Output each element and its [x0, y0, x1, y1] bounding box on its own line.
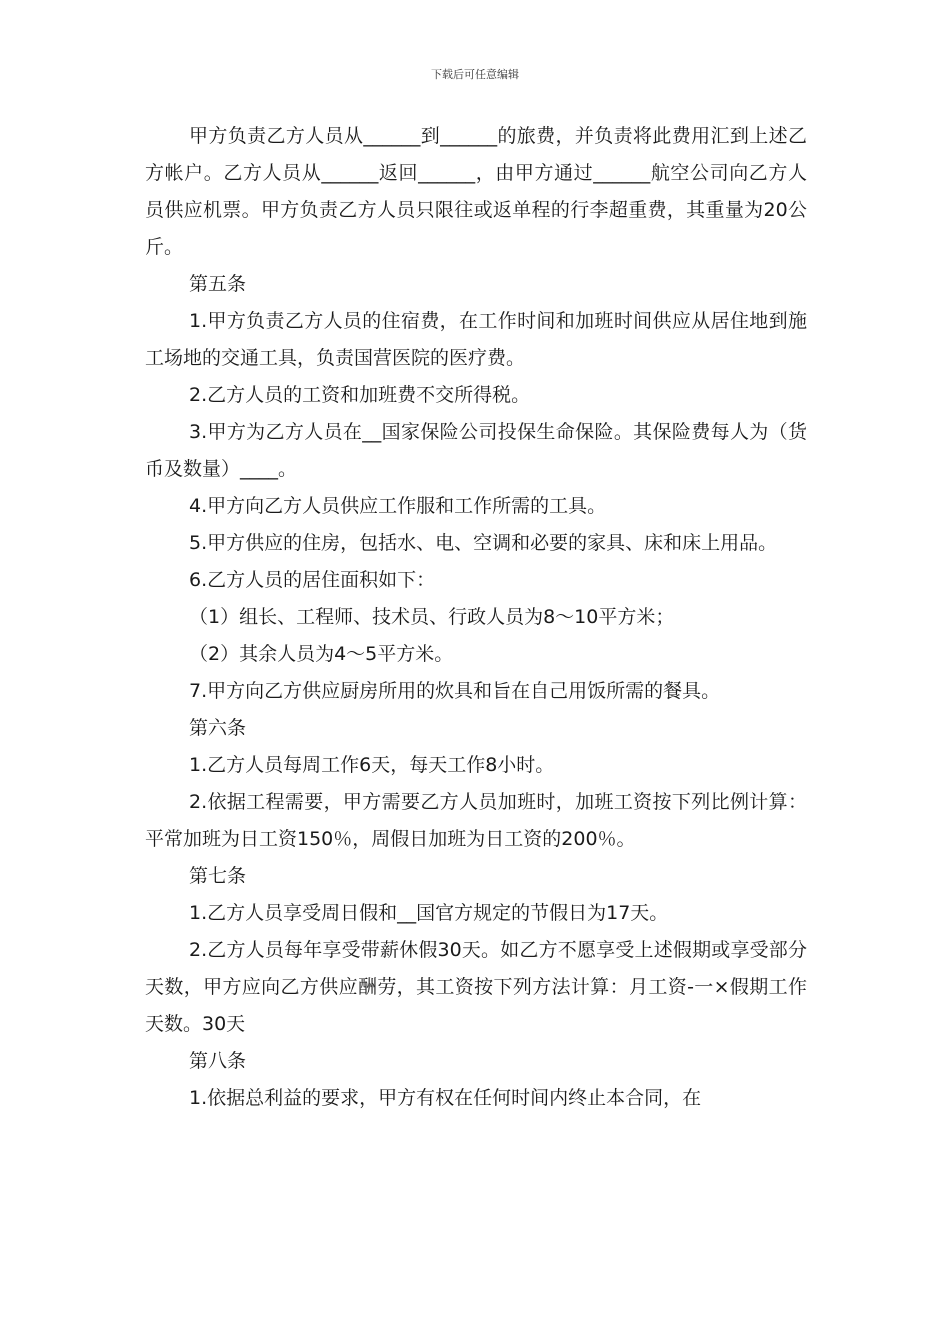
article-5-item-3: 3.甲方为乙方人员在__国家保险公司投保生命保险。其保险费每人为（货币及数量）____。 [145, 421, 807, 480]
article-5-item-4: 4.甲方向乙方人员供应工作服和工作所需的工具。 [189, 495, 607, 517]
article-7-heading: 第七条 [189, 865, 247, 887]
article-8-heading: 第八条 [189, 1050, 247, 1072]
article-5-item-6-sub-1: （1）组长、工程师、技术员、行政人员为8～10平方米； [189, 606, 675, 628]
article-5-item-7: 7.甲方向乙方供应厨房所用的炊具和旨在自己用饭所需的餐具。 [189, 680, 721, 702]
article-8-item-1: 1.依据总利益的要求，甲方有权在任何时间内终止本合同，在 [189, 1087, 702, 1109]
article-5-item-5: 5.甲方供应的住房，包括水、电、空调和必要的家具、床和床上用品。 [189, 532, 778, 554]
article-6-item-2: 2.依据工程需要，甲方需要乙方人员加班时，加班工资按下列比例计算：平常加班为日工资150％，周假日加班为日工资的200％。 [145, 791, 807, 850]
article-5-item-6-sub-2: （2）其余人员为4～5平方米。 [189, 643, 454, 665]
article-7-item-2: 2.乙方人员每年享受带薪休假30天。如乙方不愿享受上述假期或享受部分天数，甲方应向乙方供应酬劳，其工资按下列方法计算：月工资-一×假期工作天数。30天 [145, 939, 807, 1035]
article-5-item-6: 6.乙方人员的居住面积如下： [189, 569, 436, 591]
article-5-item-2: 2.乙方人员的工资和加班费不交所得税。 [189, 384, 531, 406]
article-6-heading: 第六条 [189, 717, 247, 739]
page-header: 下载后可任意编辑 [431, 68, 519, 81]
article-5-heading: 第五条 [189, 273, 247, 295]
document-body [145, 118, 807, 1117]
article-7-item-1: 1.乙方人员享受周日假和__国官方规定的节假日为17天。 [189, 902, 669, 924]
article-5-item-1: 1.甲方负责乙方人员的住宿费，在工作时间和加班时间供应从居住地到施工场地的交通工具，负责国营医院的医疗费。 [145, 310, 807, 369]
paragraph-travel-expenses: 甲方负责乙方人员从______到______的旅费，并负责将此费用汇到上述乙方帐户。乙方人员从______返回______，由甲方通过______航空公司向乙方人员供应机票。甲方负责乙方人员只限往或返单程的行李超重费，其重量为20公斤。 [145, 125, 807, 258]
article-6-item-1: 1.乙方人员每周工作6天，每天工作8小时。 [189, 754, 555, 776]
